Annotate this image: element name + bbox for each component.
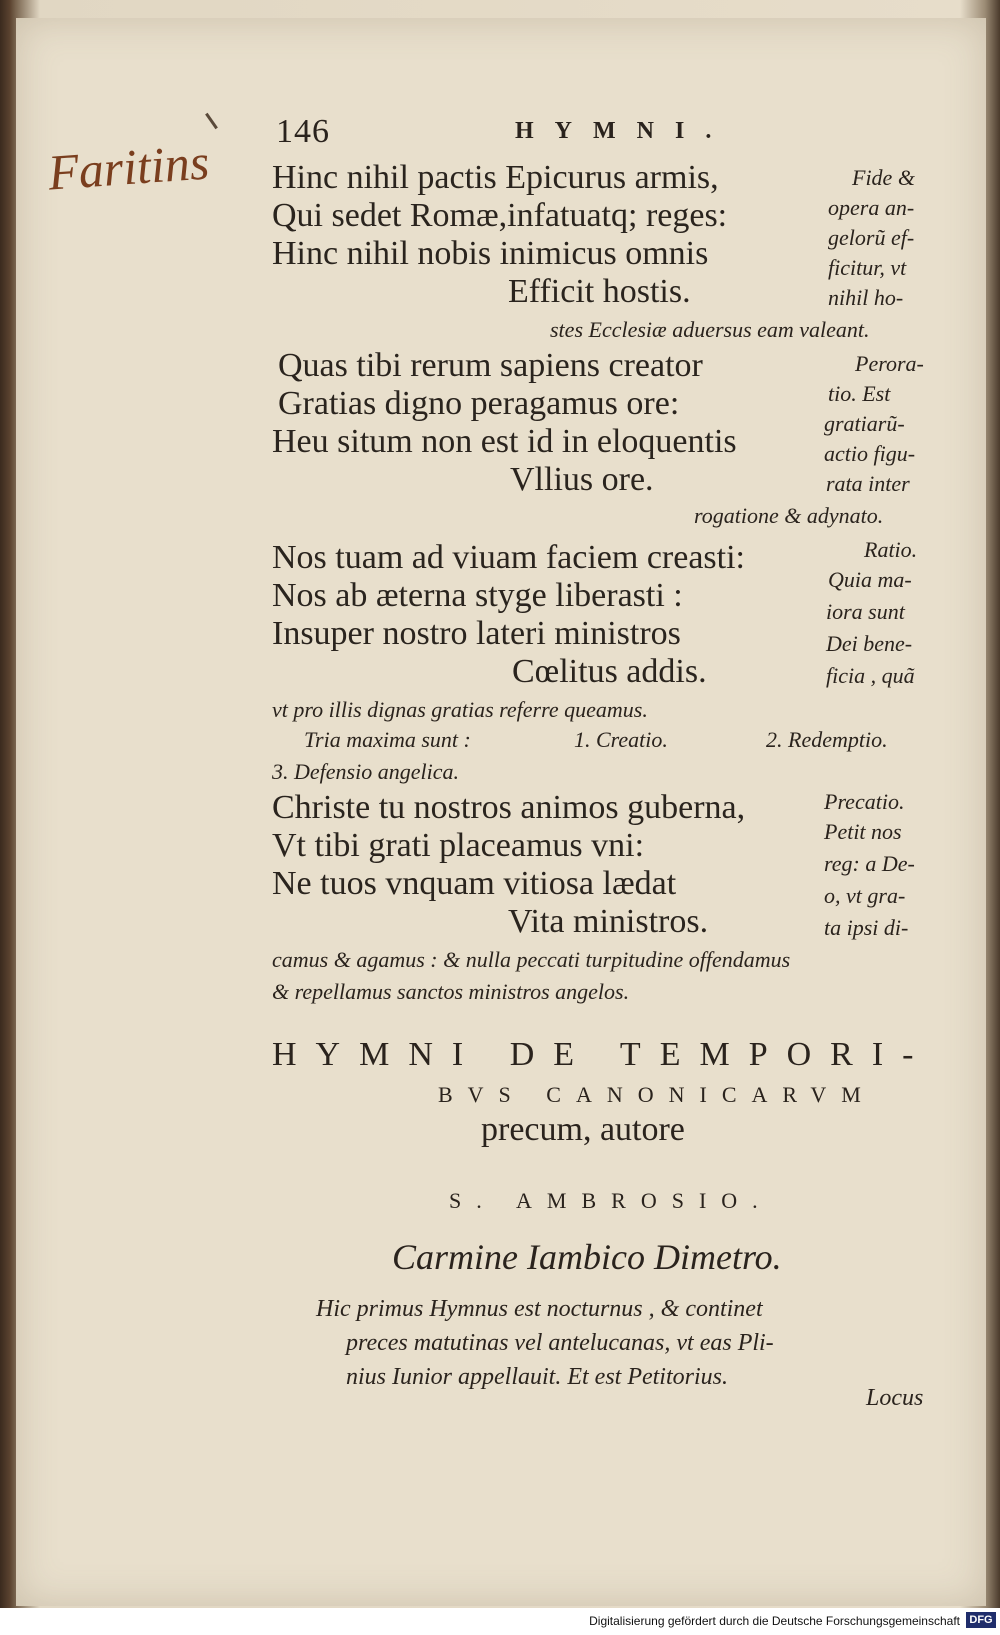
verse-line: Heu situm non est id in eloquentis: [272, 423, 737, 460]
margin-gloss: tio. Est: [828, 381, 891, 406]
margin-gloss: reg: a De-: [824, 851, 915, 876]
handwritten-annotation: Faritins: [46, 133, 211, 201]
margin-gloss: gratiarũ-: [824, 411, 905, 436]
verse-line: Efficit hostis.: [508, 273, 691, 310]
gloss-continuation: stes Ecclesiæ aduersus eam valeant.: [550, 317, 870, 342]
margin-gloss: o, vt gra-: [824, 883, 906, 908]
margin-gloss: Quia ma-: [828, 567, 912, 592]
section-title-line-1: HYMNI DE TEMPORI-: [272, 1036, 933, 1073]
margin-gloss: iora sunt: [826, 599, 905, 624]
verse-line: Nos tuam ad viuam faciem creasti:: [272, 539, 745, 576]
meter-line: Carmine Iambico Dimetro.: [392, 1237, 782, 1277]
verse-line: Hinc nihil nobis inimicus omnis: [272, 235, 709, 272]
page-number: 146: [276, 113, 330, 150]
gloss-continuation: rogatione & adynato.: [694, 503, 884, 528]
verse-line: Vllius ore.: [510, 461, 654, 498]
verse-line: Qui sedet Romæ,infatuatq; reges:: [272, 197, 728, 234]
intro-line: preces matutinas vel antelucanas, vt eas Pli-: [346, 1330, 774, 1356]
section-title-line-2: BVS CANONICARVM: [438, 1082, 876, 1107]
author-line: S. AMBROSIO.: [449, 1188, 773, 1213]
gloss-list-item: 3. Defensio angelica.: [272, 759, 459, 784]
verse-line: Hinc nihil pactis Epicurus armis,: [272, 159, 719, 196]
gloss-list-item: Tria maxima sunt :: [304, 727, 471, 752]
margin-gloss: rata inter: [826, 471, 910, 496]
verse-line: Vita ministros.: [508, 903, 709, 940]
margin-gloss: Ratio.: [864, 537, 918, 562]
dfg-logo: DFG: [966, 1612, 996, 1628]
intro-line: nius Iunior appellauit. Et est Petitorius.: [346, 1364, 728, 1390]
digitization-credit: Digitalisierung gefördert durch die Deutsche Forschungsgemeinschaft: [589, 1614, 960, 1628]
gloss-list-item: 1. Creatio.: [574, 727, 668, 752]
margin-gloss: Precatio.: [824, 789, 905, 814]
verse-line: Nos ab æterna styge liberasti :: [272, 577, 683, 614]
margin-gloss: ta ipsi di-: [824, 915, 909, 940]
running-title: HYMNI.: [515, 118, 733, 144]
margin-gloss: Perora-: [855, 351, 924, 376]
verse-line: Ne tuos vnquam vitiosa lædat: [272, 865, 677, 902]
margin-gloss: opera an-: [828, 195, 915, 220]
margin-gloss: Fide &: [852, 165, 915, 190]
margin-gloss: gelorũ ef-: [828, 225, 915, 250]
catchword: Locus: [866, 1385, 924, 1411]
margin-gloss: actio figu-: [824, 441, 916, 466]
intro-line: Hic primus Hymnus est nocturnus , & continet: [316, 1296, 763, 1322]
verse-line: Gratias digno peragamus ore:: [278, 385, 680, 422]
gloss-list-item: 2. Redemptio.: [766, 727, 888, 752]
verse-line: Cœlitus addis.: [512, 653, 707, 690]
gloss-continuation: vt pro illis dignas gratias referre queamus.: [272, 697, 648, 722]
margin-gloss: Dei bene-: [826, 631, 913, 656]
gloss-continuation: camus & agamus : & nulla peccati turpitudine offendamus: [272, 947, 791, 972]
margin-gloss: ficia , quã: [826, 663, 915, 688]
gloss-continuation: & repellamus sanctos ministros angelos.: [272, 979, 630, 1004]
margin-gloss: nihil ho-: [828, 285, 904, 310]
verse-line: Insuper nostro lateri ministros: [272, 615, 681, 652]
margin-gloss: ficitur, vt: [828, 255, 907, 280]
section-title-line-3: precum, autore: [481, 1111, 685, 1148]
verse-line: Vt tibi grati placeamus vni:: [272, 827, 645, 864]
verse-line: Quas tibi rerum sapiens creator: [278, 347, 703, 384]
verse-line: Christe tu nostros animos guberna,: [272, 789, 746, 826]
margin-gloss: Petit nos: [824, 819, 902, 844]
